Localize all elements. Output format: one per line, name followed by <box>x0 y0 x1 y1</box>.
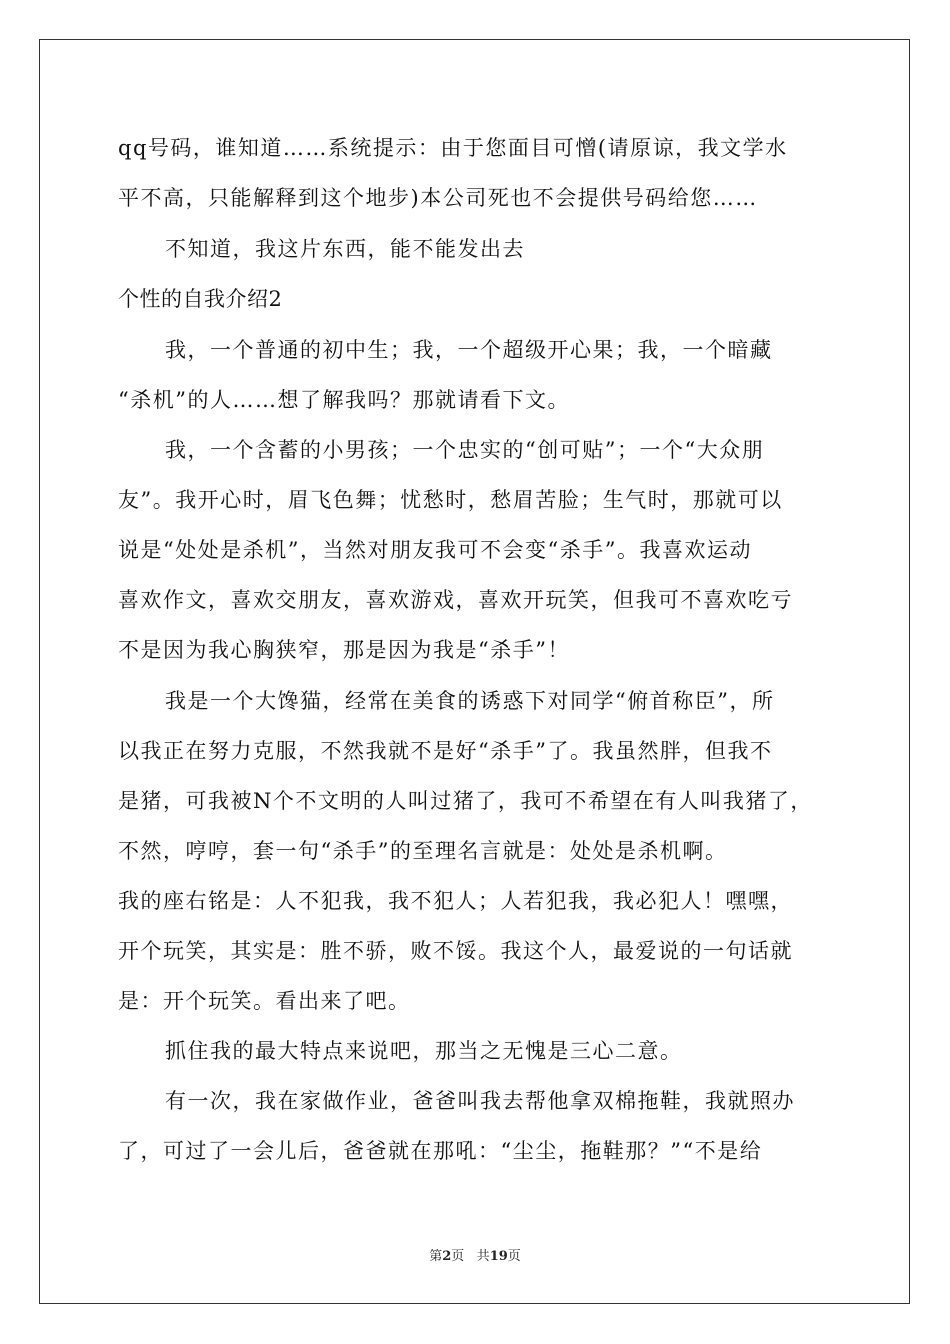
paragraph-line: 抓住我的最大特点来说吧，那当之无愧是三心二意。 <box>165 1039 683 1063</box>
text-line: 不然，哼哼，套一句“杀手”的至理名言就是：处处是杀机啊。 <box>118 839 728 863</box>
text-line: 我的座右铭是：人不犯我，我不犯人；人若犯我，我必犯人！嘿嘿， <box>118 889 793 913</box>
page-prefix: 第 <box>429 1249 443 1264</box>
paragraph-line: 我是一个大馋猫，经常在美食的诱惑下对同学“俯首称臣”，所 <box>165 689 775 713</box>
text-line: qq号码，谁知道……系统提示：由于您面目可憎(请原谅，我文学水 <box>118 136 788 160</box>
total-pages: 19 <box>489 1249 508 1264</box>
text-line: 了，可过了一会儿后，爸爸就在那吼：“尘尘，拖鞋那？”“不是给 <box>118 1139 763 1163</box>
text-line: 是猪，可我被N个不文明的人叫过猪了，我可不希望在有人叫我猪了， <box>118 789 813 813</box>
text-line: 开个玩笑，其实是：胜不骄，败不馁。我这个人，最爱说的一句话就 <box>118 939 793 963</box>
text-line: 是：开个玩笑。看出来了吧。 <box>118 989 411 1013</box>
page-footer <box>0 1248 950 1266</box>
paragraph-line: 有一次，我在家做作业，爸爸叫我去帮他拿双棉拖鞋，我就照办 <box>165 1089 795 1113</box>
total-suffix: 页 <box>507 1249 521 1264</box>
text-line: 喜欢作文，喜欢交朋友，喜欢游戏，喜欢开玩笑，但我可不喜欢吃亏 <box>118 588 793 612</box>
page-suffix: 页 <box>451 1249 465 1264</box>
page-number: 2 <box>442 1249 452 1264</box>
section-heading: 个性的自我介绍2 <box>118 287 283 311</box>
text-line: 平不高，只能解释到这个地步)本公司死也不会提供号码给您…… <box>118 186 758 210</box>
paragraph-line: 我，一个普通的初中生；我，一个超级开心果；我，一个暗藏 <box>165 338 773 362</box>
total-prefix: 共 <box>476 1249 490 1264</box>
text-line: 以我正在努力克服，不然我就不是好“杀手”了。我虽然胖，但我不 <box>118 739 773 763</box>
paragraph-line: 不知道，我这片东西，能不能发出去 <box>165 237 525 261</box>
text-line: 不是因为我心胸狭窄，那是因为我是“杀手”！ <box>118 638 570 662</box>
text-line: “杀机”的人……想了解我吗？那就请看下文。 <box>118 388 570 412</box>
paragraph-line: 我，一个含蓄的小男孩；一个忠实的“创可贴”；一个“大众朋 <box>165 438 765 462</box>
text-line: 说是“处处是杀机”，当然对朋友我可不会变“杀手”。我喜欢运动 <box>118 538 752 562</box>
text-line: 友”。我开心时，眉飞色舞；忧愁时，愁眉苦脸；生气时，那就可以 <box>118 488 783 512</box>
